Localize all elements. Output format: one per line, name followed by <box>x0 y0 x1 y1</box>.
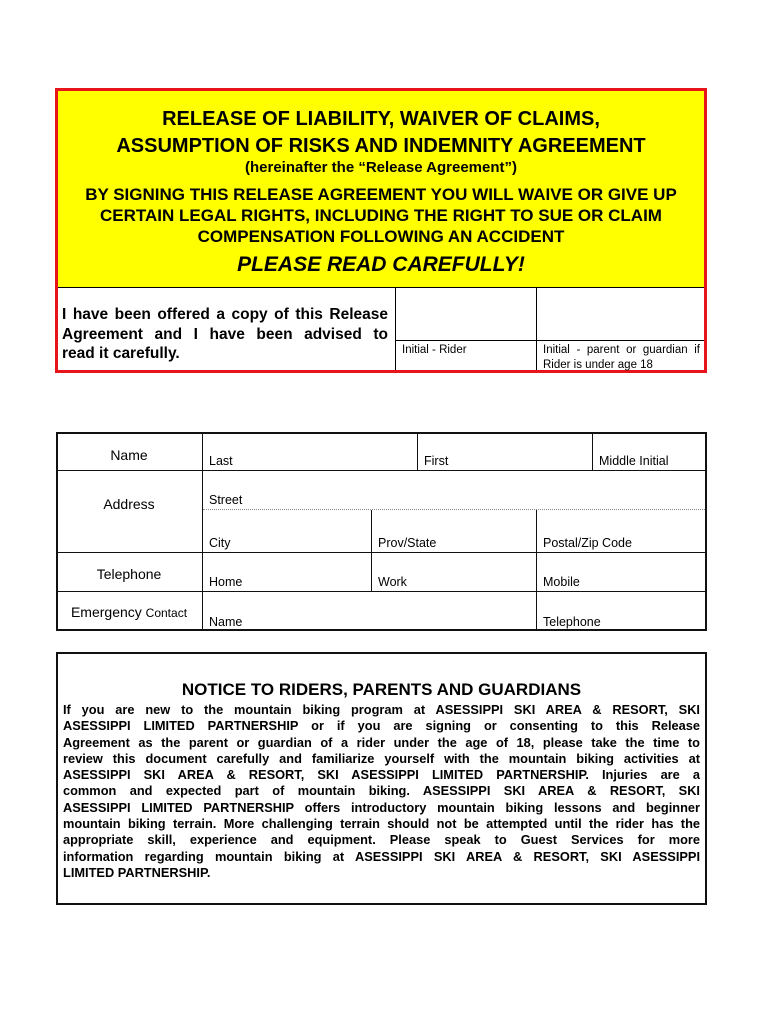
acknowledgement-line: I have been offered a copy of this Release <box>62 306 388 323</box>
first-name-field[interactable] <box>418 432 593 471</box>
work-phone-label: Work <box>378 575 407 589</box>
title-line-2: ASSUMPTION OF RISKS AND INDEMNITY AGREEMENT <box>116 135 646 157</box>
subtitle: (hereinafter the “Release Agreement”) <box>244 159 518 176</box>
notice-line: review this document carefully and familiarize yourself with the mountain biking activities at <box>63 750 700 766</box>
initial-guardian-label <box>543 343 700 372</box>
acknowledgement-cell <box>58 288 396 370</box>
read-carefully-heading: PLEASE READ CAREFULLY! <box>237 253 525 276</box>
home-phone-label: Home <box>209 575 243 589</box>
middle-initial-field[interactable] <box>593 432 707 471</box>
emergency-contact-name-label: Name <box>209 615 243 629</box>
acknowledgement-row <box>58 287 704 370</box>
notice-line: mountain biking terrain. More challenging terrain should not be attempted until the rider has the <box>63 816 700 832</box>
initial-guardian-label-line: Rider is under age 18 <box>543 358 653 371</box>
last-name-field[interactable] <box>203 432 418 471</box>
emergency-label: Emergency <box>70 604 142 620</box>
release-agreement-box <box>55 88 707 373</box>
notice-box <box>56 652 707 905</box>
notice-line: information regarding mountain biking at ASESSIPPI SKI AREA & RESORT, SKI ASESSIPPI <box>63 848 700 864</box>
mobile-phone-field[interactable] <box>537 553 707 592</box>
name-row-label: Name <box>110 447 148 463</box>
notice-line: appropriate skill, experience and equipment. Please speak to Guest Services for more <box>63 832 700 848</box>
work-phone-field[interactable] <box>372 553 537 592</box>
address-row-label-cell <box>56 471 203 553</box>
city-label: City <box>209 536 231 550</box>
prov-state-field[interactable] <box>372 510 537 553</box>
emergency-contact-telephone-label: Telephone <box>543 615 601 629</box>
warning-line-3: COMPENSATION FOLLOWING AN ACCIDENT <box>197 227 565 246</box>
notice-line: LIMITED PARTNERSHIP. <box>63 864 211 880</box>
address-row-label: Address <box>103 496 155 512</box>
notice-line: If you are new to the mountain biking program at ASESSIPPI SKI AREA & RESORT, SKI <box>63 702 700 717</box>
initial-rider-label: Initial - Rider <box>402 344 467 356</box>
acknowledgement-line: Agreement and I have been advised to <box>62 325 388 343</box>
emergency-row-label-cell <box>56 592 203 631</box>
notice-title: NOTICE TO RIDERS, PARENTS AND GUARDIANS <box>181 680 582 699</box>
acknowledgement-text <box>62 305 388 364</box>
title-line-1: RELEASE OF LIABILITY, WAIVER OF CLAIMS, <box>162 108 600 130</box>
initial-guardian-field[interactable] <box>537 288 704 370</box>
telephone-row-label-cell <box>56 553 203 592</box>
middle-initial-label: Middle Initial <box>599 454 669 468</box>
notice-line: ASESSIPPI LIMITED PARTNERSHIP or if you are signing or consenting to this Release <box>63 718 700 734</box>
notice-line: ASESSIPPI SKI AREA & RESORT, SKI ASESSIPPI LIMITED PARTNERSHIP. Injuries are a <box>63 767 700 783</box>
street-label: Street <box>209 493 243 507</box>
acknowledgement-line: read it carefully. <box>62 345 180 362</box>
notice-line: common and expected part of mountain biking. ASESSIPPI SKI AREA & RESORT, SKI <box>63 783 700 799</box>
initial-guardian-label-line: Initial - parent or guardian if <box>543 344 700 356</box>
release-header <box>58 91 704 287</box>
mobile-phone-label: Mobile <box>543 575 580 589</box>
notice-line: Agreement as the parent or guardian of a rider under the age of 18, please take the time to <box>63 734 700 750</box>
postal-zip-label: Postal/Zip Code <box>543 536 632 550</box>
street-field[interactable] <box>203 471 707 510</box>
initial-rider-signature-line <box>396 340 536 341</box>
name-row-label-cell <box>56 432 203 471</box>
postal-zip-field[interactable] <box>537 510 707 553</box>
initial-guardian-signature-line <box>537 340 704 341</box>
first-name-label: First <box>424 454 449 468</box>
telephone-row-label: Telephone <box>96 566 162 582</box>
notice-line: ASESSIPPI LIMITED PARTNERSHIP offers introductory mountain biking lessons and beginner <box>63 799 700 815</box>
warning-line-2: CERTAIN LEGAL RIGHTS, INCLUDING THE RIGHT TO SUE OR CLAIM <box>100 206 662 225</box>
warning-line-1: BY SIGNING THIS RELEASE AGREEMENT YOU WILL WAIVE OR GIVE UP <box>85 185 677 204</box>
contact-label: Contact <box>145 606 188 620</box>
emergency-contact-telephone-field[interactable] <box>537 592 707 631</box>
emergency-contact-name-field[interactable] <box>203 592 537 631</box>
city-field[interactable] <box>203 510 372 553</box>
prov-state-label: Prov/State <box>378 536 437 550</box>
last-name-label: Last <box>209 454 233 468</box>
initial-rider-field[interactable] <box>396 288 537 370</box>
emergency-contact-row-label <box>56 604 202 621</box>
notice-body <box>63 702 700 881</box>
home-phone-field[interactable] <box>203 553 372 592</box>
